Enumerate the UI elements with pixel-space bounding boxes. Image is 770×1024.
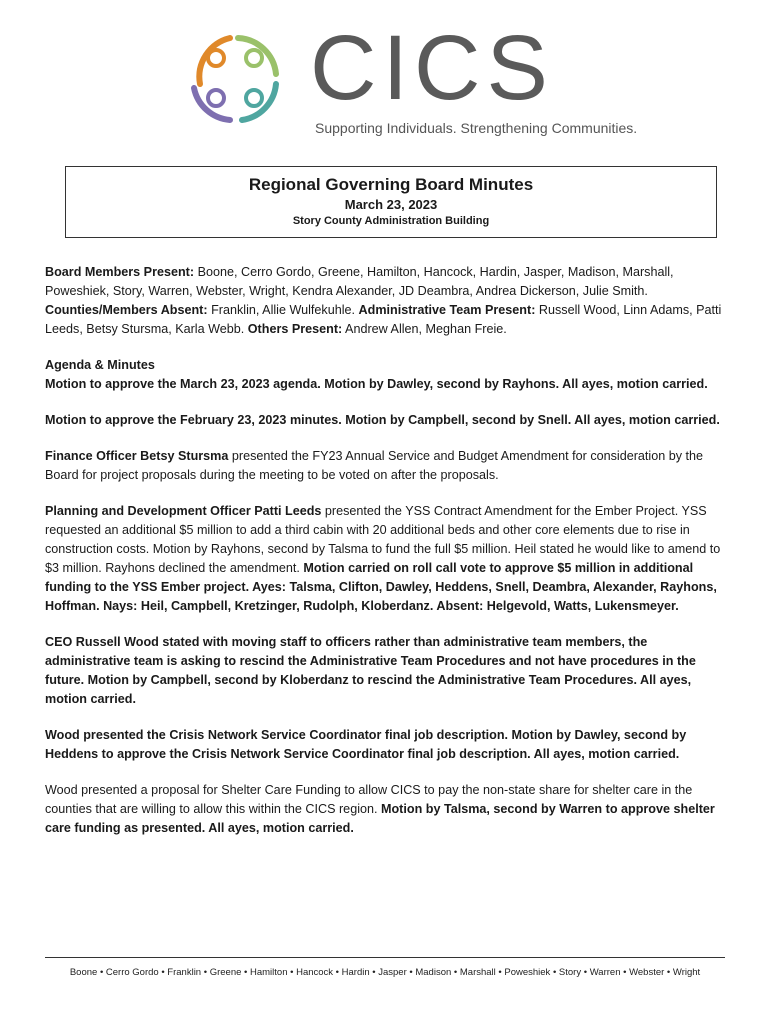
finance-text: presented the FY23 Annual Service and Budget Amendment for consideration by the Board for project proposals during the meeting to be voted on after the proposals. <box>45 449 704 482</box>
finance-officer-label: Finance Officer Betsy Stursma <box>45 449 229 463</box>
members-absent-label: Counties/Members Absent: <box>45 303 208 317</box>
minutes-body <box>45 263 725 855</box>
footer-divider <box>45 957 725 958</box>
finance-paragraph <box>45 447 725 485</box>
planning-officer-label: Planning and Development Officer Patti Leeds <box>45 504 322 518</box>
minutes-motion-text: Motion to approve the February 23, 2023 minutes. Motion by Campbell, second by Snell. All ayes, motion carried. <box>45 413 720 427</box>
members-present: Boone, Cerro Gordo, Greene, Hamilton, Hancock, Hardin, Jasper, Madison, Marshall, Poweshiek, Story, Warren, Webster, Wright, Kendra Alexander, JD Deambra, Andrea Dickerson, Julie Smith. <box>45 265 674 298</box>
shelter-paragraph <box>45 781 725 838</box>
meeting-date: March 23, 2023 <box>344 197 438 212</box>
footer-counties: Boone • Cerro Gordo • Franklin • Greene • Hamilton • Hancock • Hardin • Jasper • Madison • Marshall • Poweshiek • Story • Warren • Webster • Wright <box>69 967 701 978</box>
minutes-motion <box>45 411 725 430</box>
cics-people-circle-icon <box>180 24 288 132</box>
planning-motion: Motion carried on roll call vote to approve $5 million in additional funding to the YSS Ember project. Ayes: Talsma, Clifton, Dawley, Heddens, Snell, Deambra, Alexander, Rayhons, Hoffman. Nays: Heil, Campbell, Kretzinger, Rudolph, Kloberdanz. Absent: Helgevold, Watts, Lukensmeyer. <box>45 561 717 613</box>
others-present-label: Others Present: <box>247 322 343 336</box>
planning-paragraph <box>45 502 725 616</box>
crisis-text: Wood presented the Crisis Network Service Coordinator final job description. Motion by Dawley, second by Heddens to approve the Crisis Network Service Coordinator final job description. All ayes, motion carried. <box>45 728 687 761</box>
cics-logo <box>180 17 638 142</box>
shelter-text: Wood presented a proposal for Shelter Care Funding to allow CICS to pay the non-state share for shelter care in the counties that are willing to allow this within the CICS region. <box>45 783 693 816</box>
admin-team: Russell Wood, Linn Adams, Patti Leeds, Betsy Stursma, Karla Webb. <box>45 303 722 336</box>
agenda-heading: Agenda & Minutes <box>45 358 155 372</box>
logo-wordmark: CICS <box>310 17 554 119</box>
attendance-paragraph <box>45 263 725 339</box>
agenda-motion <box>45 375 725 394</box>
others-present: Andrew Allen, Meghan Freie. <box>342 322 507 336</box>
planning-text: presented the YSS Contract Amendment for the Ember Project. YSS requested an additional $5 million to add a third cabin with 20 additional beds and other core elements due to rise in construction costs. Motion by Rayhons, second by Talsma to fund the full $5 million. Heil stated he would like to amend to $3 million. Rayhons declined the amendment. <box>45 504 721 575</box>
shelter-motion: Motion by Talsma, second by Warren to approve shelter care funding as presented. All ayes, motion carried. <box>45 802 715 835</box>
title-box <box>65 166 717 238</box>
meeting-location: Story County Administration Building <box>292 215 490 227</box>
crisis-paragraph <box>45 726 725 764</box>
ceo-text: CEO Russell Wood stated with moving staff to officers rather than administrative team members, the administrative team is asking to rescind the Administrative Team Procedures and not have procedures in the future. Motion by Campbell, second by Kloberdanz to rescind the Administrative Team Procedures. All ayes, motion carried. <box>45 635 696 706</box>
agenda-motion-text: Motion to approve the March 23, 2023 agenda. Motion by Dawley, second by Rayhons. All ayes, motion carried. <box>45 377 708 391</box>
document-title: Regional Governing Board Minutes <box>248 175 534 194</box>
logo-tagline: Supporting Individuals. Strengthening Communities. <box>315 120 638 136</box>
ceo-paragraph <box>45 633 725 709</box>
admin-team-label: Administrative Team Present: <box>358 303 536 317</box>
members-absent: Franklin, Allie Wulfekuhle. <box>207 303 359 317</box>
members-present-label: Board Members Present: <box>45 265 195 279</box>
